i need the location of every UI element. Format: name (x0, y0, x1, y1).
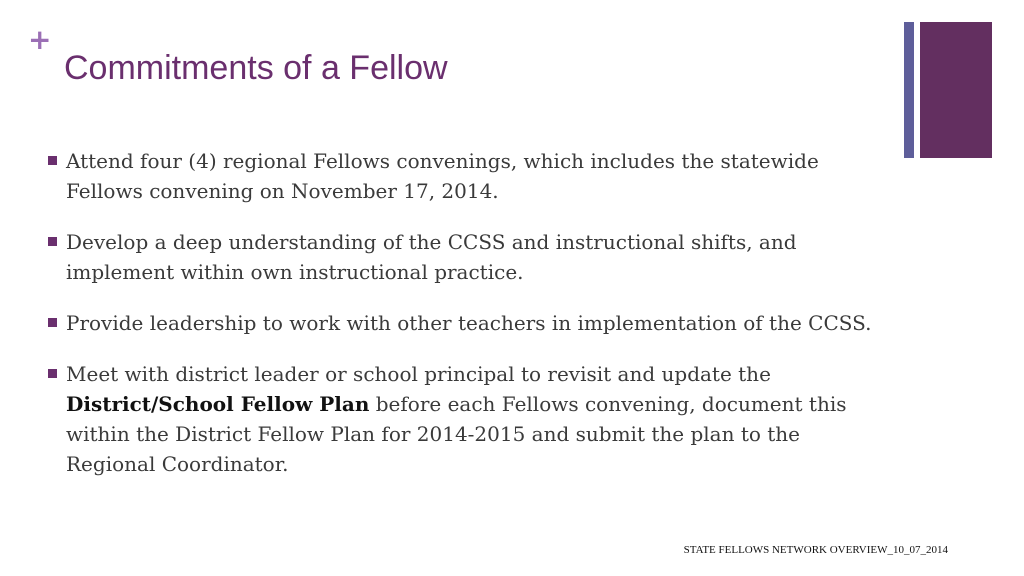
bullet-text: Provide leadership to work with other teachers in implementation of the CCSS. (66, 311, 872, 335)
square-bullet-icon (48, 369, 57, 378)
footer-text: STATE FELLOWS NETWORK OVERVIEW_10_07_2014 (683, 544, 948, 556)
slide-title: Commitments of a Fellow (64, 49, 448, 87)
bullet-item (46, 359, 886, 479)
plus-icon: + (28, 23, 52, 56)
square-bullet-icon (48, 318, 57, 327)
bullet-text-after: before each Fellows convening, document this within the District Fellow Plan for 2014-2015 and submit the plan to the Regional Coordinator. (66, 392, 847, 476)
bullet-item (46, 227, 886, 287)
bullet-text-before: Meet with district leader or school principal to revisit and update the (66, 362, 771, 386)
square-bullet-icon (48, 237, 57, 246)
decorative-bar-thin (904, 22, 914, 158)
bullet-text-bold: District/School Fellow Plan (66, 392, 370, 416)
bullet-list (46, 146, 886, 500)
bullet-text: Develop a deep understanding of the CCSS and instructional shifts, and implement within own instructional practice. (66, 230, 797, 284)
bullet-text: Attend four (4) regional Fellows convenings, which includes the statewide Fellows convening on November 17, 2014. (66, 149, 819, 203)
bullet-item (46, 308, 886, 338)
bullet-item (46, 146, 886, 206)
square-bullet-icon (48, 156, 57, 165)
decorative-bar-wide (920, 22, 992, 158)
